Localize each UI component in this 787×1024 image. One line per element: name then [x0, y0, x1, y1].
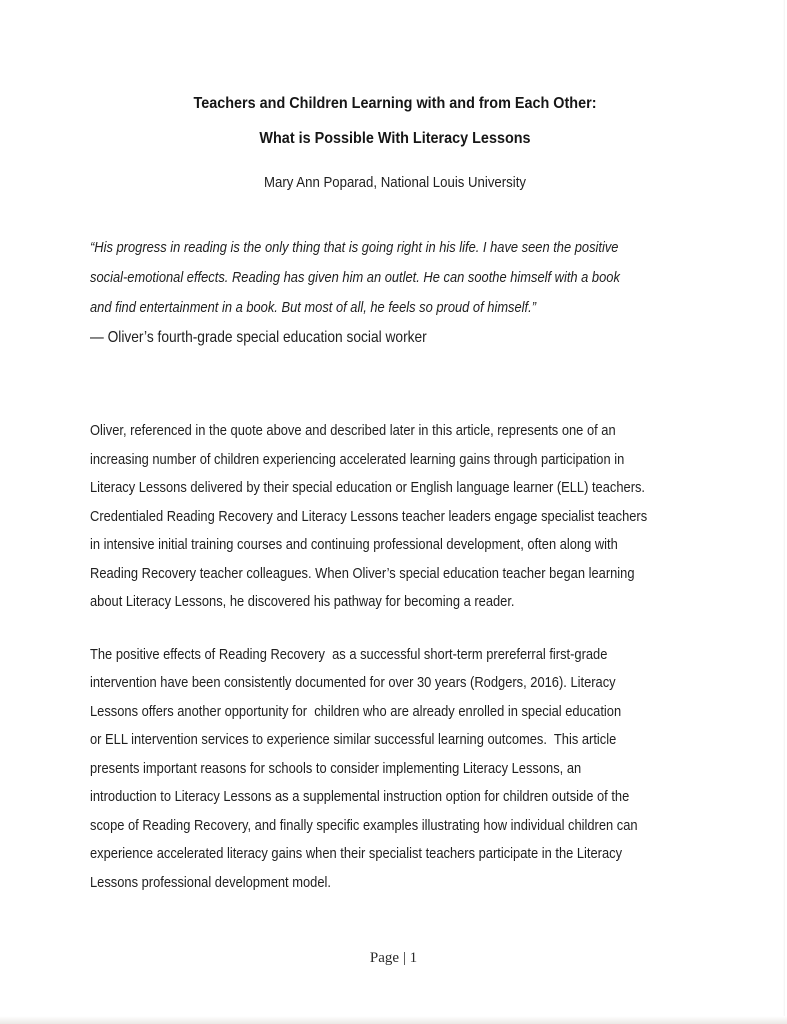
text-line: social-emotional effects. Reading has given him an outlet. He can soothe himself with a book — [90, 269, 620, 286]
article-title-line-2: What is Possible With Literacy Lessons — [259, 130, 531, 147]
text-line: scope of Reading Recovery, and finally specific examples illustrating how individual children can — [90, 816, 638, 834]
body-paragraph-2 — [90, 641, 700, 898]
text-line: and find entertainment in a book. But most of all, he feels so proud of himself.” — [90, 299, 537, 316]
scan-edge-shadow-right — [783, 0, 785, 1024]
scan-edge-shadow-bottom — [0, 1016, 787, 1024]
text-line: Lessons offers another opportunity for children who are already enrolled in special education — [90, 702, 622, 720]
body-paragraph-1 — [90, 417, 700, 617]
epigraph-quote-lines — [90, 233, 700, 323]
text-line: introduction to Literacy Lessons as a supplemental instruction option for children outside of the — [90, 788, 630, 805]
text-line: presents important reasons for schools to consider implementing Literacy Lessons, an — [90, 759, 582, 777]
text-line: or ELL intervention services to experience similar successful learning outcomes. This article — [90, 731, 617, 748]
text-line: “His progress in reading is the only thing that is going right in his life. I have seen the positive — [90, 239, 619, 256]
author-byline: Mary Ann Poparad, National Louis University — [264, 174, 526, 191]
text-line: Reading Recovery teacher colleagues. When Oliver’s special education teacher began learning — [90, 564, 635, 582]
page-number-footer: Page | 1 — [369, 950, 418, 966]
text-line: about Literacy Lessons, he discovered his pathway for becoming a reader. — [90, 593, 515, 610]
text-line: increasing number of children experiencing accelerated learning gains through participation in — [90, 450, 625, 468]
text-line: intervention have been consistently documented for over 30 years (Rodgers, 2016). Literacy — [90, 674, 616, 691]
text-line: experience accelerated literacy gains when their specialist teachers participate in the Literacy — [90, 845, 623, 862]
article-title — [90, 86, 700, 156]
text-line: Credentialed Reading Recovery and Literacy Lessons teacher leaders engage specialist teachers — [90, 507, 648, 525]
text-line: The positive effects of Reading Recovery as a successful short-term prereferral first-grade — [90, 645, 608, 663]
page-content — [90, 86, 700, 897]
epigraph-quote — [90, 233, 700, 353]
article-title-line-1: Teachers and Children Learning with and from Each Other: — [193, 95, 597, 112]
epigraph-attribution: — Oliver’s fourth-grade special education social worker — [90, 329, 427, 346]
text-line: Lessons professional development model. — [90, 873, 331, 891]
text-line: Literacy Lessons delivered by their special education or English language learner (ELL) teachers. — [90, 479, 646, 496]
text-line: Oliver, referenced in the quote above and described later in this article, represents one of an — [90, 422, 616, 439]
text-line: in intensive initial training courses and continuing professional development, often along with — [90, 536, 618, 553]
